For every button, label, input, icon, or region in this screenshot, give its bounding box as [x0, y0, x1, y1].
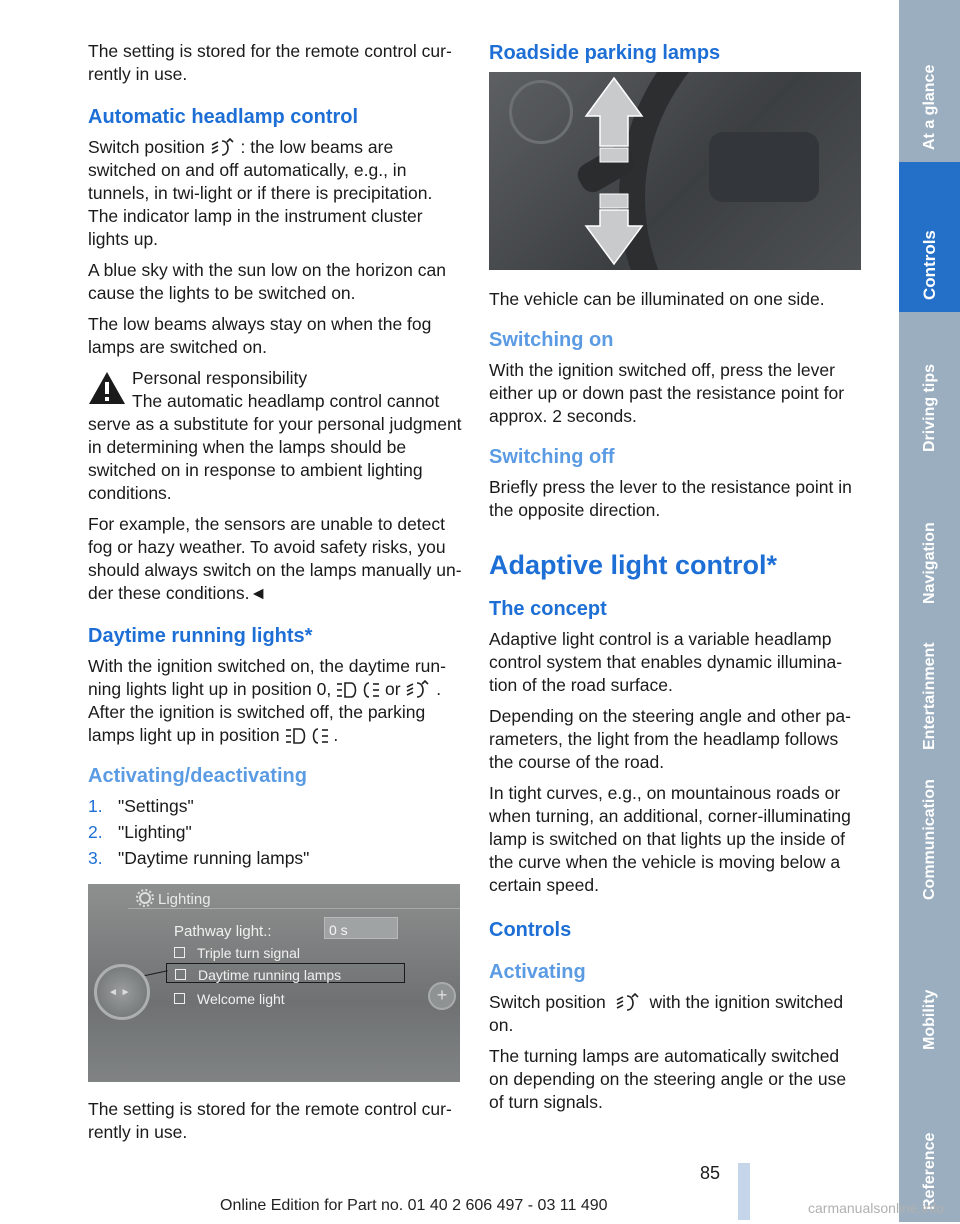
tab-communication[interactable] [899, 762, 960, 914]
concept-paragraph-2: Depending on the steering angle and other pa-rameters, the light from the headlamp follows the course of the road. [489, 706, 851, 772]
switch-text-a: Switch position [88, 137, 205, 157]
tab-navigation[interactable] [899, 464, 960, 618]
switching-off-paragraph: Briefly press the lever to the resistance point in the opposite direction. [489, 477, 852, 520]
lighting-menu-screenshot [88, 884, 460, 1082]
tab-controls[interactable] [899, 162, 960, 314]
left-right-arrows-icon: ◄ ► [108, 987, 131, 998]
switching-on-paragraph: With the ignition switched off, press the lever either up or down past the resistance point for approx. 2 seconds. [489, 360, 845, 426]
daytime-or: or [384, 679, 401, 699]
footer-text: Online Edition for Part no. 01 40 2 606 497 - 03 11 490 [220, 1197, 608, 1214]
step-text: "Lighting" [118, 822, 192, 842]
illuminated-paragraph: The vehicle can be illuminated on one side. [489, 289, 825, 309]
gauge-circle [509, 80, 573, 144]
heading-automatic-headlamp: Automatic headlamp control [88, 106, 359, 128]
step-number: 1. [88, 796, 103, 816]
switch-text-b: : the low beams are switched on and off automatically, e.g., in tunnels, in twi-light or if there is precipitation. The indicator lamp in the instrument cluster lights up. [88, 137, 433, 249]
concept-paragraph-1: Adaptive light control is a variable headlamp control system that enables dynamic illumina-tion of the road surface. [489, 629, 843, 695]
auto-headlamp-icon [405, 680, 431, 700]
turning-lamps-paragraph: The turning lamps are automatically switched on depending on the steering angle or the use of turn signals. [489, 1046, 847, 1112]
list-item [88, 847, 462, 870]
plus-icon: + [428, 982, 456, 1010]
daytime-end: . [436, 679, 442, 699]
warning-title: Personal responsibility [132, 368, 308, 388]
page-number: 85 [700, 1163, 721, 1183]
outro-paragraph: The setting is stored for the remote control cur-rently in use. [88, 1099, 452, 1142]
step-text: "Daytime running lamps" [118, 848, 310, 868]
auto-headlamp-icon [210, 138, 236, 158]
step-number: 3. [88, 848, 103, 868]
activating-paragraph [489, 991, 861, 1037]
intro-paragraph: The setting is stored for the remote control cur-rently in use. [88, 41, 452, 84]
tab-entertainment[interactable] [899, 616, 960, 764]
menu-item-label: Welcome light [197, 991, 285, 1007]
heading-the-concept: The concept [489, 598, 607, 620]
activating-text-b: with the ignition switched on. [489, 992, 844, 1035]
heading-controls: Controls [489, 919, 572, 941]
after-end: . [333, 725, 339, 745]
warning-triangle-icon [88, 371, 126, 405]
daytime-paragraph [88, 655, 462, 747]
right-column [489, 40, 861, 1122]
step-number: 2. [88, 822, 103, 842]
tab-label: Navigation [920, 522, 938, 604]
fog-paragraph: The low beams always stay on when the fog lamps are switched on. [88, 314, 432, 357]
example-paragraph: For example, the sensors are unable to detect fog or hazy weather. To avoid safety risks, you should always switch on the lamps manually un-der these conditions.◄ [88, 514, 462, 603]
menu-item [174, 988, 285, 1011]
steps-list [88, 795, 462, 870]
menu-item-highlighted [166, 963, 405, 983]
auto-headlamp-icon [611, 993, 645, 1013]
up-down-arrow-icon [584, 76, 644, 266]
pathway-value-field [324, 917, 398, 939]
heading-roadside-parking: Roadside parking lamps [489, 42, 721, 64]
checkbox-icon [175, 969, 186, 980]
menu-gear-icon [136, 889, 154, 907]
watermark: carmanualsonline.info [808, 1200, 945, 1216]
parking-lamp-icon [336, 680, 380, 700]
heading-daytime-running: Daytime running lights* [88, 625, 313, 647]
steering-lever-photo [489, 72, 861, 270]
tab-driving-tips[interactable] [899, 312, 960, 466]
checkbox-icon [174, 993, 185, 1004]
menu-title: Lighting [158, 891, 211, 908]
heading-adaptive-light: Adaptive light control* [489, 550, 778, 580]
tab-label: Communication [920, 779, 938, 900]
tab-label: At a glance [920, 64, 938, 150]
heading-switching-on: Switching on [489, 329, 614, 351]
blue-sky-paragraph: A blue sky with the sun low on the horizon can cause the lights to be switched on. [88, 260, 446, 303]
left-column [88, 40, 462, 1152]
concept-paragraph-3: In tight curves, e.g., on mountainous roads or when turning, an additional, corner-illuminating lamp is switched on that lights up the inside of the curve when the vehicle is moving below a certain speed. [489, 783, 851, 895]
tab-label: Mobility [920, 989, 938, 1050]
list-item [88, 821, 462, 844]
warning-block [88, 367, 462, 505]
warning-line1: The automatic headlamp control cannot [132, 391, 440, 411]
heading-activating: Activating [489, 961, 586, 983]
checkbox-icon [174, 947, 185, 958]
pathway-label: Pathway light.: [174, 923, 272, 940]
page-number-bar [738, 1163, 750, 1220]
tab-label: Entertainment [920, 642, 938, 750]
pathway-value: 0 s [329, 922, 348, 938]
activating-text-a: Switch position [489, 992, 606, 1012]
list-item [88, 795, 462, 818]
menu-item-label: Triple turn signal [197, 945, 300, 961]
warning-rest: serve as a substitute for your personal judgment in determining when the lamps should be switched on in response to ambient lighting conditions. [88, 414, 462, 503]
parking-lamp-icon [285, 726, 329, 746]
chapter-sidebar [899, 0, 960, 1222]
daytime-text-a: With the ignition switched on, the daytime run-ning lights light up in position 0, [88, 656, 446, 699]
menu-item-label: Daytime running lamps [198, 967, 342, 983]
menu-title-divider [128, 908, 460, 909]
tab-label: Reference [920, 1132, 938, 1210]
tab-mobility[interactable] [899, 912, 960, 1064]
tab-at-a-glance[interactable] [899, 0, 960, 164]
menu-item [174, 942, 300, 965]
switch-position-paragraph [88, 136, 462, 251]
tab-label: Driving tips [920, 363, 938, 452]
heading-activating-deactivating: Activating/deactivating [88, 765, 307, 787]
step-text: "Settings" [118, 796, 194, 816]
heading-switching-off: Switching off [489, 446, 615, 468]
tab-label: Controls [919, 230, 939, 300]
after-text-a: After the ignition is switched off, the parking lamps light up in position [88, 702, 426, 745]
wheel-buttons [709, 132, 819, 202]
